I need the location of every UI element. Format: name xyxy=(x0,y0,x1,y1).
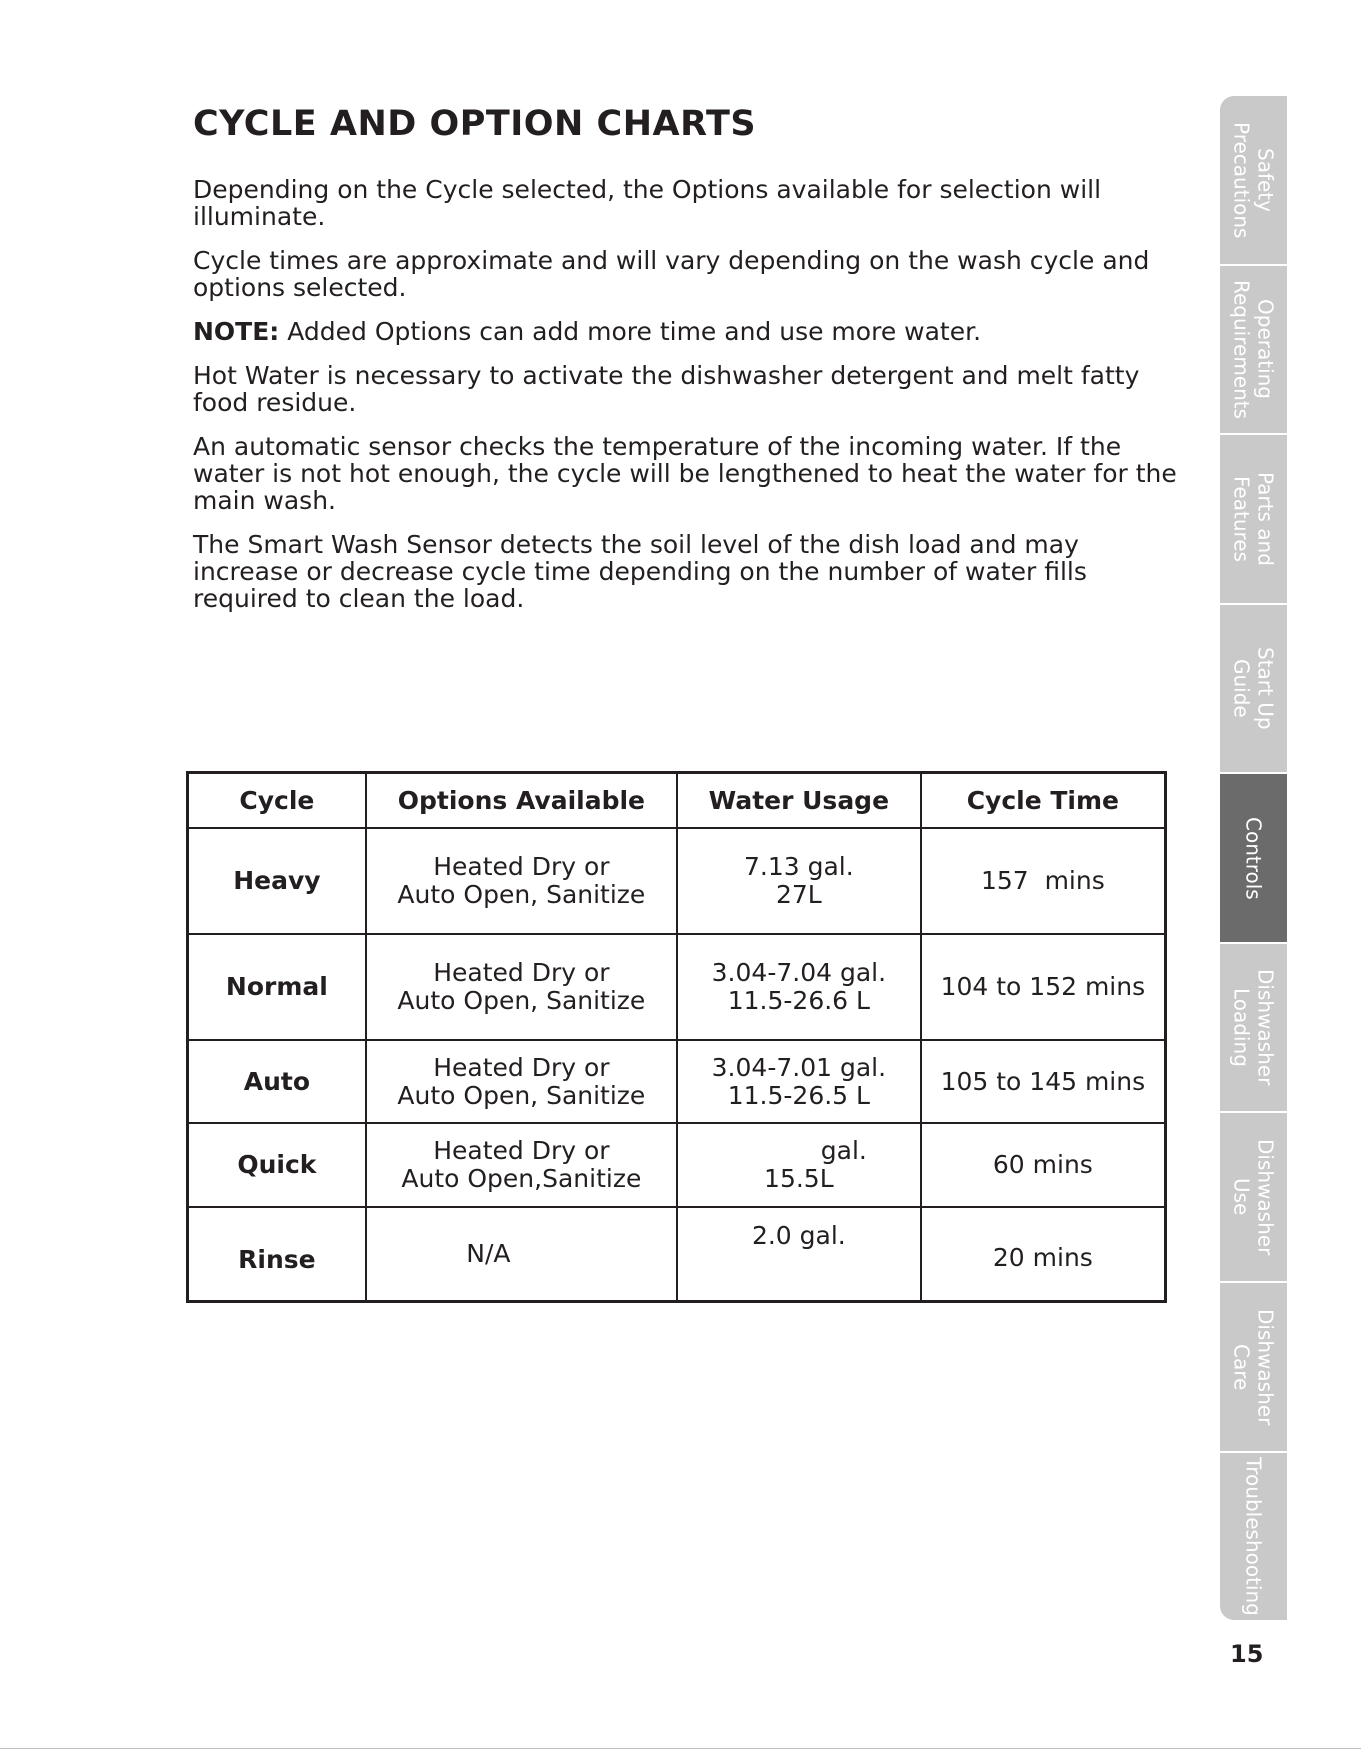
page-title: CYCLE AND OPTION CHARTS xyxy=(193,104,757,144)
options-line: Auto Open,Sanitize xyxy=(401,1164,642,1193)
tab-label: Parts and Features xyxy=(1229,471,1278,566)
water-usage-cell xyxy=(677,1123,921,1207)
table-row xyxy=(188,1040,1166,1123)
tab-dishwasher-care[interactable] xyxy=(1220,1283,1287,1453)
table-row xyxy=(188,828,1166,934)
tab-label: Controls xyxy=(1241,816,1266,900)
section-tabs xyxy=(1220,96,1287,1620)
header-cycle: Cycle xyxy=(188,773,366,829)
tab-parts-and-features[interactable] xyxy=(1220,435,1287,605)
tab-start-up-guide[interactable] xyxy=(1220,605,1287,775)
tab-dishwasher-use[interactable] xyxy=(1220,1113,1287,1283)
page-number: 15 xyxy=(1230,1640,1264,1668)
tab-operating-requirements[interactable] xyxy=(1220,266,1287,436)
header-water-usage: Water Usage xyxy=(677,773,921,829)
options-line: Heated Dry or xyxy=(433,852,610,881)
paragraph-note xyxy=(193,318,1183,345)
cycle-cell: Normal xyxy=(188,934,366,1040)
tab-safety-precautions[interactable] xyxy=(1220,96,1287,266)
water-gallons: 2.0 gal. xyxy=(751,1221,846,1250)
cycle-cell: Quick xyxy=(188,1123,366,1207)
water-liters: 15.5L xyxy=(764,1164,834,1193)
table-row xyxy=(188,1207,1166,1302)
water-usage-cell xyxy=(677,1207,921,1302)
options-line: Heated Dry or xyxy=(433,1052,610,1082)
paragraph-cycle-times: Cycle times are approximate and will vary depending on the wash cycle and options selected. xyxy=(193,246,1150,302)
tab-troubleshooting[interactable] xyxy=(1220,1453,1287,1621)
cycle-time-cell: 157 mins xyxy=(921,828,1166,934)
paragraph-automatic-sensor: An automatic sensor checks the temperature of the incoming water. If the water is not hot enough, the cycle will be lengthened to heat the water for the main wash. xyxy=(193,432,1177,515)
cycle-time-cell: 20 mins xyxy=(921,1207,1166,1302)
options-line: Auto Open, Sanitize xyxy=(397,986,646,1015)
paragraph-smart-wash-sensor: The Smart Wash Sensor detects the soil level of the dish load and may increase or decrease cycle time depending on the number of water fills required to clean the load. xyxy=(193,530,1087,613)
cycle-time-cell: 105 to 145 mins xyxy=(921,1040,1166,1123)
cycle-cell: Heavy xyxy=(188,828,366,934)
tab-label: Start Up Guide xyxy=(1229,647,1278,730)
header-options-available: Options Available xyxy=(366,773,677,829)
tab-label: Dishwasher Loading xyxy=(1229,969,1278,1086)
water-usage-cell xyxy=(677,1040,921,1123)
options-line: Auto Open, Sanitize xyxy=(397,1080,646,1110)
water-gallons: gal. xyxy=(820,1136,867,1165)
table-header-row xyxy=(188,773,1166,829)
tab-controls[interactable] xyxy=(1220,774,1287,944)
options-cell xyxy=(366,1040,677,1123)
water-gallons: 7.13 gal. xyxy=(744,852,854,881)
cycle-cell: Auto xyxy=(188,1040,366,1123)
tab-dishwasher-loading[interactable] xyxy=(1220,944,1287,1114)
header-cycle-time: Cycle Time xyxy=(921,773,1166,829)
water-usage-cell xyxy=(677,934,921,1040)
options-line: Heated Dry or xyxy=(433,958,610,987)
cycle-cell: Rinse xyxy=(188,1207,366,1302)
tab-label: Safety Precautions xyxy=(1229,121,1278,239)
note-text: Added Options can add more time and use more water. xyxy=(279,317,982,346)
options-cell xyxy=(366,1207,677,1302)
table-row xyxy=(188,934,1166,1040)
cycle-option-table xyxy=(186,771,1167,1303)
bottom-rule xyxy=(0,1748,1361,1749)
note-label: NOTE: xyxy=(193,317,280,346)
tab-label: Dishwasher Use xyxy=(1229,1139,1278,1256)
paragraph-hot-water: Hot Water is necessary to activate the dishwasher detergent and melt fatty food residue. xyxy=(193,361,1140,417)
table-row xyxy=(188,1123,1166,1207)
water-liters: 11.5-26.5 L xyxy=(727,1080,870,1110)
paragraph-options-illuminate: Depending on the Cycle selected, the Options available for selection will illuminate. xyxy=(193,175,1102,231)
intro-text xyxy=(193,176,1183,629)
water-gallons: 3.04-7.04 gal. xyxy=(711,958,887,987)
water-liters: 27L xyxy=(775,880,822,909)
options-line: Heated Dry or xyxy=(433,1136,610,1165)
cycle-time-cell: 60 mins xyxy=(921,1123,1166,1207)
water-gallons: 3.04-7.01 gal. xyxy=(711,1052,887,1082)
options-cell xyxy=(366,1123,677,1207)
tab-label: Dishwasher Care xyxy=(1229,1308,1278,1425)
options-cell xyxy=(366,828,677,934)
options-line: N/A xyxy=(466,1239,511,1268)
options-cell xyxy=(366,934,677,1040)
tab-label: Operating Requirements xyxy=(1229,279,1278,419)
tab-label: Troubleshooting xyxy=(1241,1456,1266,1616)
cycle-time-cell: 104 to 152 mins xyxy=(921,934,1166,1040)
options-line: Auto Open, Sanitize xyxy=(397,880,646,909)
water-usage-cell xyxy=(677,828,921,934)
water-liters: 11.5-26.6 L xyxy=(727,986,870,1015)
